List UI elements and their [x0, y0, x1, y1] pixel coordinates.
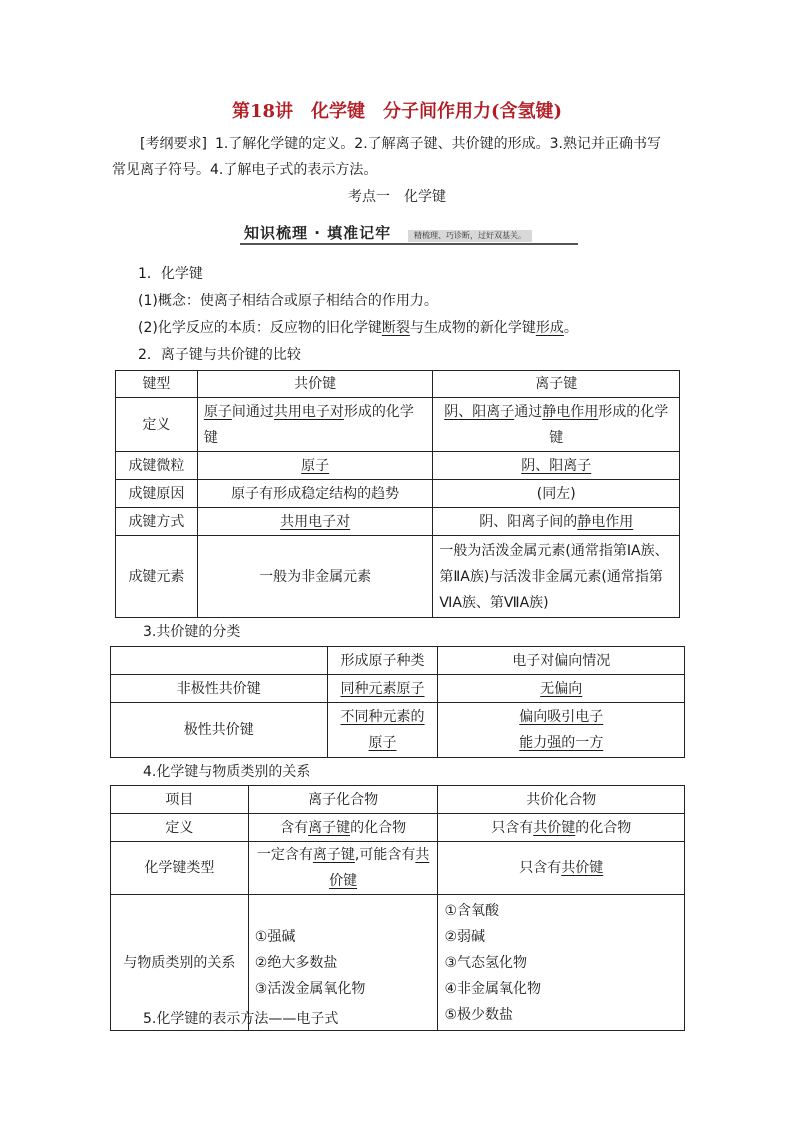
polar-atoms-text: 不同种元素的原子 — [340, 709, 425, 751]
bond-comparison-table — [115, 370, 680, 618]
nonpolar-label: 非极性共价键 — [111, 675, 328, 703]
covalent-classification-table — [110, 646, 685, 758]
covalent-particle — [197, 452, 433, 480]
t7: 只含有 — [519, 860, 562, 876]
header-covalent: 共价键 — [197, 371, 433, 398]
covalent-mode — [197, 508, 433, 536]
header-blank — [111, 647, 328, 675]
row-label-def: 定义 — [111, 814, 249, 842]
essence-form: 形成 — [535, 320, 564, 336]
header-covalent-compound: 共价化合物 — [438, 786, 685, 814]
section-title: 考点一 化学键 — [348, 189, 446, 205]
list-item: ⑤极少数盐 — [444, 1006, 513, 1023]
polar-shift-line-1: 偏向吸引电子 — [519, 709, 604, 725]
def-text-3: 键 — [203, 429, 218, 446]
particle-ions: 阴、阳离子 — [521, 457, 592, 474]
def-atom: 原子 — [203, 403, 232, 420]
ionic-definition — [433, 398, 680, 452]
nonpolar-atoms — [327, 675, 438, 703]
s4-heading: 4.化学键与物质类别的关系 — [143, 764, 311, 780]
mode-shared-pair: 共用电子对 — [280, 513, 351, 530]
list-item: ①含氧酸 — [444, 902, 499, 919]
bond-substance-table — [110, 785, 685, 1031]
s1-essence — [138, 317, 578, 337]
essence-text: (2)化学反应的本质：反应物的旧化学键 — [138, 320, 382, 336]
row-label-reason: 成键原因 — [116, 480, 198, 508]
essence-end: 。 — [563, 320, 578, 336]
s1-heading: 1．化学键 — [138, 266, 203, 282]
t4: 的化合物 — [575, 819, 632, 836]
elem-line-2: 第ⅡA族)与活泼非金属元素(通常指第 — [439, 568, 663, 585]
row-label-particle: 成键微粒 — [116, 452, 198, 480]
banner-tip: 精梳理、巧诊断，过好双基关。 — [408, 230, 532, 242]
polar-atoms — [327, 703, 438, 758]
requirement-line-2: 常见离子符号。4.了解电子式的表示方法。 — [112, 162, 378, 178]
header-shift: 电子对偏向情况 — [438, 647, 685, 675]
ionic-bond-term: 离子键 — [308, 819, 351, 836]
def-electrostatic: 静电作用 — [542, 403, 599, 420]
covalent-definition — [197, 398, 433, 452]
requirement-line-1: 1.了解化学键的定义。2.了解离子键、共价键的形成。3.熟记并正确书写 — [214, 136, 662, 152]
def-text: 间通过 — [231, 403, 274, 420]
mode-electrostatic: 静电作用 — [577, 513, 634, 530]
polar-shift — [438, 703, 685, 758]
def-ions: 阴、阳离子 — [444, 403, 515, 420]
covalent-bond-term-3: 共价键 — [561, 860, 604, 876]
def-shared-pair: 共用电子对 — [273, 403, 344, 420]
t2: 的化合物 — [350, 819, 407, 836]
covalent-reason: 原子有形成稳定结构的趋势 — [197, 480, 433, 508]
ionic-reason: (同左) — [433, 480, 680, 508]
header-item: 项目 — [111, 786, 249, 814]
t: 含有 — [280, 819, 309, 836]
s2-heading: 2．离子键与共价键的比较 — [138, 347, 301, 363]
list-item: ④非金属氧化物 — [444, 980, 541, 997]
nonpolar-shift-text: 无偏向 — [540, 680, 583, 697]
essence-text-2: 与生成物的新化学键 — [409, 320, 536, 336]
essence-break: 断裂 — [381, 320, 410, 336]
list-item: ①强碱 — [254, 928, 296, 945]
covalent-elements: 一般为非金属元素 — [197, 536, 433, 618]
header-ionic-compound: 离子化合物 — [248, 786, 438, 814]
list-item: ②绝大多数盐 — [254, 954, 338, 971]
s3-heading: 3.共价键的分类 — [143, 624, 241, 640]
row-label-definition: 定义 — [116, 398, 198, 452]
ionic-compound-def — [248, 814, 438, 842]
elem-line-1: 一般为活泼金属元素(通常指第ⅠA族、 — [439, 542, 669, 559]
ionic-particle — [433, 452, 680, 480]
row-label-relation: 与物质类别的关系 — [111, 895, 249, 1031]
requirement-tag: [考纲要求] — [140, 136, 207, 152]
t6: ,可能含有 — [354, 847, 416, 863]
covalent-compound-type — [438, 842, 685, 895]
polar-label: 极性共价键 — [111, 703, 328, 758]
header-bond-type: 键型 — [116, 371, 198, 398]
covalent-compound-def — [438, 814, 685, 842]
mode-ion-text: 阴、阳离子间的 — [479, 513, 578, 530]
def-ion-text: 通过 — [514, 403, 543, 420]
def-ion-text-2: 形成的化学键 — [549, 403, 669, 446]
elem-line-3: ⅥA族、第ⅦA族) — [439, 594, 549, 611]
s5-heading: 5.化学键的表示方法——电子式 — [143, 1011, 339, 1027]
header-atom-kind: 形成原子种类 — [327, 647, 438, 675]
ionic-compound-type — [248, 842, 438, 895]
ionic-elements — [433, 536, 680, 618]
knowledge-banner — [240, 222, 580, 244]
particle-atom: 原子 — [301, 457, 330, 474]
row-label-type: 化学键类型 — [111, 842, 249, 895]
header-ionic: 离子键 — [433, 371, 680, 398]
ionic-mode — [433, 508, 680, 536]
row-label-mode: 成键方式 — [116, 508, 198, 536]
covalent-bond-term-2: 共价键 — [329, 847, 430, 889]
page-title: 第18讲 化学键 分子间作用力(含氢键) — [231, 101, 563, 122]
t3: 只含有 — [491, 819, 534, 836]
covalent-bond-term: 共价键 — [533, 819, 576, 836]
nonpolar-atoms-text: 同种元素原子 — [340, 680, 425, 697]
list-item: ②弱碱 — [444, 928, 485, 945]
def-text-2: 形成的化学 — [343, 403, 414, 420]
covalent-compound-examples — [438, 895, 685, 1031]
ionic-bond-term-2: 离子键 — [312, 847, 355, 863]
row-label-elements: 成键元素 — [116, 536, 198, 618]
banner-underline — [240, 243, 578, 245]
s1-concept: (1)概念：使离子相结合或原子相结合的作用力。 — [138, 293, 438, 309]
exam-requirements — [112, 131, 690, 183]
list-item: ③活泼金属氧化物 — [254, 980, 366, 997]
banner-main: 知识梳理 · 填准记牢 — [244, 224, 392, 242]
nonpolar-shift — [438, 675, 685, 703]
list-item: ③气态氢化物 — [444, 954, 527, 971]
polar-shift-line-2: 能力强的一方 — [519, 735, 604, 751]
t5: 一定含有 — [256, 847, 313, 863]
